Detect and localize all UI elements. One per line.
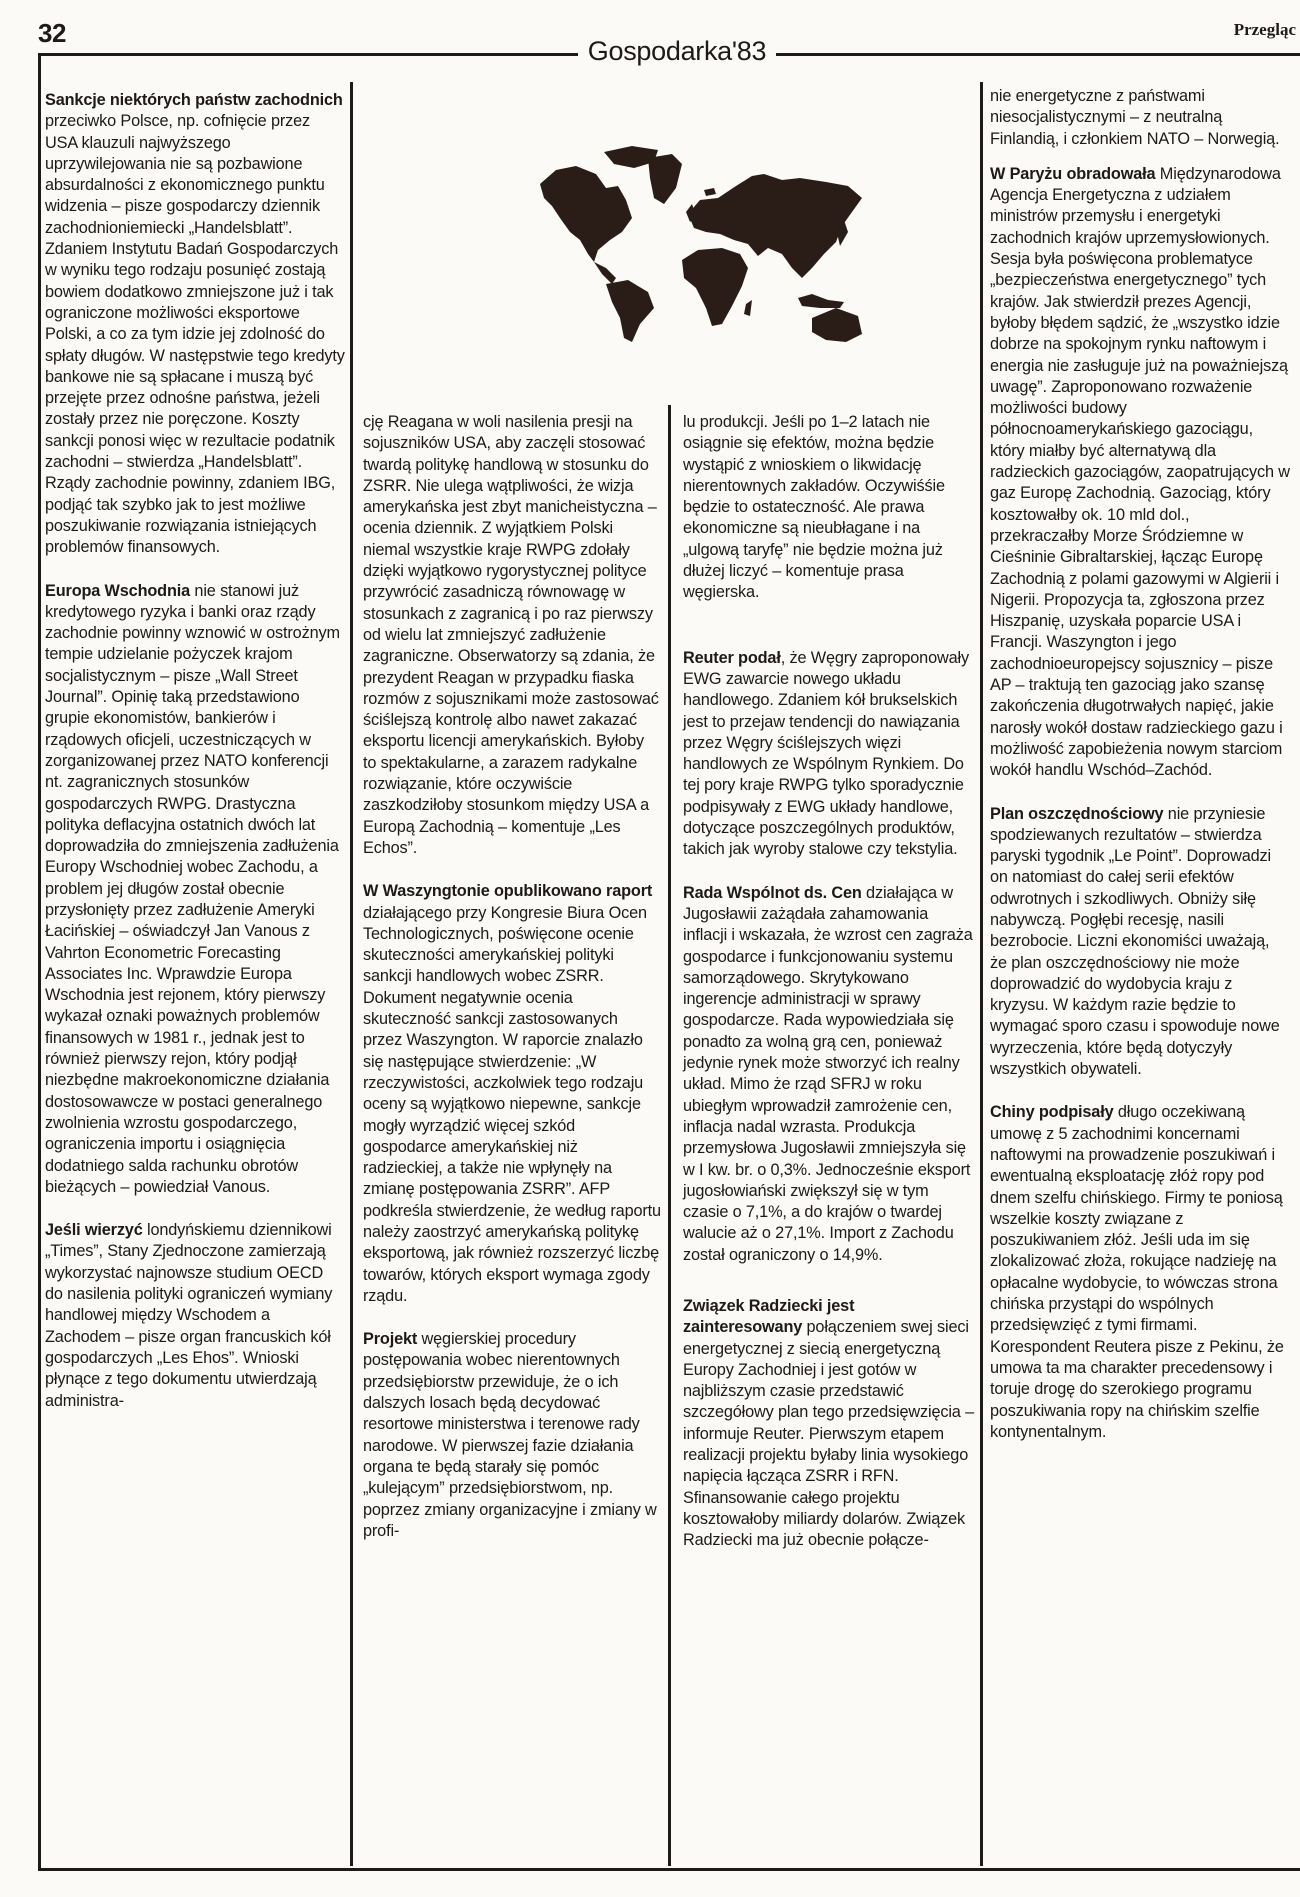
article-column-4: [990, 86, 1290, 1465]
news-lead: W Waszyngtonie opublikowano raport: [363, 882, 653, 901]
news-lead: Jeśli wierzyć: [45, 1221, 143, 1240]
news-item: [990, 1102, 1290, 1443]
greenland: [648, 154, 682, 204]
africa: [682, 248, 748, 326]
column-divider: [668, 405, 671, 1866]
news-lead: Chiny podpisały: [990, 1103, 1114, 1122]
news-text: nie energetyczne z państwami niesocjalistycznymi – z neutralną Finlandią, i członkiem NATO – Norwegią.: [990, 87, 1280, 148]
news-text: działającego przy Kongresie Biura Ocen Technologicznych, poświęcone ocenie skuteczności amerykańskiej polityki sankcji handlowych wobec ZSRR. Dokument negatywnie ocenia skuteczność sankcji zastosowanych przez Waszyngton. W raporcie znalazło się następujące stwierdzenie: „W rzeczywistości, aczkolwiek tego rodzaju oceny są wyjątkowo niepewne, sankcje mogły wyrządzić więcej szkód gospodarce amerykańskiej niż radzieckiej, a także nie wpłynęły na zmianę postępowania ZSRR”. AFP podkreśla stwierdzenie, że według raportu należy zaostrzyć amerykańską politykę eksportową, jak również rozszerzyć liczbę towarów, których eksport wymaga zgody rządu.: [363, 903, 661, 1305]
iceland: [704, 188, 716, 196]
article-column-3: [683, 412, 975, 1574]
header-rule-right: [776, 53, 1300, 56]
news-text: lu produkcji. Jeśli po 1–2 latach nie osiągnie się efektów, można będzie wystąpić z wnioskiem o likwidację nierentownych zakładów. Oczywiśśie będzie to ostateczność. Ale prawa ekonomiczne są nieubłagane i na „ulgową taryfę” nie będzie można już dłużej liczyć – komentuje prasa węgierska.: [683, 413, 945, 602]
central-america: [594, 262, 616, 284]
news-lead: Reuter podał: [683, 648, 781, 667]
news-item: [45, 90, 345, 559]
news-lead: Związek Radziecki jest zainteresowany: [683, 1296, 855, 1337]
madagascar: [744, 300, 752, 316]
news-text: cję Reagana w woli nasilenia presji na sojuszników USA, aby zaczęli stosować twardą politykę handlową w stosunku do ZSRR. Nie ulega wątpliwości, że wizja amerykańska jest zbyt manicheistyczna – ocenia dziennik. Z wyjątkiem Polski niemal wszystkie kraje RWPG zdołały dzięki wyjątkowo rygorystycznej polityce przywrócić zasadniczą równowagę w stosunkach z zagranicą i po raz pierwszy od wielu lat zmniejszyć zadłużenie zagraniczne. Obserwatorzy są zdania, że prezydent Reagan w przypadku fiaska rozmów z sojusznikami może zastosować ściślejszą kontrolę albo nawet zakazać eksportu licencji amerykańskich. Byłoby to spektakularne, a zarazem radykalne rozwiązanie, które oczywiście zaszkodziłoby stosunkom między USA a Europą Zachodnią – komentuje „Les Echos”.: [363, 413, 659, 857]
world-map-icon: [536, 128, 876, 343]
world-map-illustration: [536, 128, 876, 343]
news-text: połączeniem swej sieci energetycznej z siecią energetyczną Europy Zachodniej i jest gotów w najbliższym czasie przedstawić szczegółowy plan tego przedsięwzięcia – informuje Reuter. Pierwszym etapem realizacji projektu byłaby linia wysokiego napięcia łącząca ZSRR i RFN. Sfinansowanie całego projektu kosztowałoby miliardy dolarów. Związek Radziecki ma już obecnie połącze-: [683, 1318, 974, 1550]
news-item: [363, 881, 661, 1307]
news-text: , że Węgry zaproponowały EWG zawarcie nowego układu handlowego. Zdaniem kół brukselskich jest to przejaw tendencji do nawiązania przez Węgry ściślejszych więzi handlowych ze Wspólnym Rynkiem. Do tej pory kraje RWPG tylko sporadycznie podpisywały z EWG układy handlowe, dotyczące poszczególnych produktów, takich jak wyroby stalowe czy tekstylia.: [683, 648, 969, 859]
australia: [812, 308, 862, 342]
news-text: londyńskiemu dziennikowi „Times”, Stany Zjednoczone zamierzają wykorzystać najnowsze studium OECD do nasilenia polityki ograniczeń wymiany handlowej między Wschodem a Zachodem – pisze organ francuskich kół gospodarczych „Les Ehos”. Wnioski płynące z tego dokumentu utwierdzają administra-: [45, 1221, 333, 1410]
news-text: Międzynarodowa Agencja Energetyczna z udziałem ministrów przemysłu i energetyki zachodnich krajów uprzemysłowionych. Sesja była poświęcona problematyce „bezpieczeństwa energetycznego” tych krajów. Jak stwierdził prezes Agencji, byłoby błędem sądzić, że „wszystko idzie dobrze na spokojnym rynku naftowym i energia nie zasługuje już na poważniejszą uwagę”. Zaproponowano rozważenie możliwości budowy północnoamerykańskiego gazociągu, który miałby być alternatywą dla radzieckich gazociągów, zaopatrujących w gaz Europę Zachodnią. Gazociąg, który kosztowałby ok. 10 mld dol., przekraczałby Morze Śródziemne w Cieśninie Gibraltarskiej, łącząc Europę Zachodnią z polami gazowymi w Algierii i Nigerii. Propozycja ta, zgłoszona przez Hiszpanię, uzyskała poparcie USA i Francji. Waszyngton i jego zachodnioeuropejscy sojusznicy – pisze AP – traktują ten gazociąg jako szansę zakończenia długotrwałych napięć, jakie narosły wokół dostaw radzieckiego gazu i możliwość zapobieżenia nowym starciom wokół handlu Wschód–Zachód.: [990, 164, 1290, 780]
article-column-1: [45, 90, 345, 1434]
news-lead: Europa Wschodnia: [45, 581, 191, 600]
news-text: przeciwko Polsce, np. cofnięcie przez USA klauzuli najwyższego uprzywilejowania nie są pozbawione absurdalności z ekonomicznego punktu widzenia – pisze gospodarczy dziennik zachodnioniemiecki „Handelsblatt”. Zdaniem Instytutu Badań Gospodarczych w wyniku tego rodzaju posunięć zostają bowiem dodatkowo zmniejszone już i tak ograniczone możliwości eksportowe Polski, a co za tym idzie jej zdolność do spłaty długów. W następstwie tego kredyty bankowe nie są spłacane i muszą być przejęte przez odnośne państwa, jeżeli zostały przez nie poręczone. Koszty sankcji ponosi więc w rezultacie podatnik zachodni – stwierdza „Handelsblatt”. Rządy zachodnie powinny, zdaniem IBG, podjąć tak szybko jak to jest możliwe poszukiwanie rozwiązania istniejących problemów finansowych.: [45, 112, 345, 557]
news-lead: Projekt: [363, 1330, 418, 1349]
news-item: [363, 1329, 661, 1542]
news-item: [683, 412, 975, 604]
frame-bottom-border: [38, 1868, 1300, 1871]
news-text: węgierskiej procedury postępowania wobec nierentownych przedsiębiorstw przewiduje, że o ich dalszych losach będą decydować resortowe ministerstwa i terenowe rady narodowe. W pierwszej fazie działania organa te będą starały się pomóc „kulejącym” przedsiębiorstwom, np. poprzez zmiany organizacyjne i zmiany w profi-: [363, 1330, 657, 1540]
north-america: [540, 166, 632, 262]
news-item: [683, 648, 975, 861]
news-item: [45, 581, 345, 1199]
indonesia: [798, 294, 844, 308]
news-text: nie przyniesie spodziewanych rezultatów – stwierdza paryski tygodnik „Le Point”. Doprowadzi on natomiast do całej serii efektów odwrotnych i szkodliwych. Obniży siłę nabywczą. Pogłębi recesję, nasili bezrobocie. Liczni ekonomiści uważają, że plan oszczędnościowy nie może doprowadzić do wydobycia kraju z kryzysu. W każdym razie będzie to wymagać sporo czasu i spowoduje nowe wyrzeczenia, które będą dotyczyły wszystkich obywateli.: [990, 804, 1280, 1079]
news-lead: W Paryżu obradowała: [990, 164, 1156, 183]
news-item: [990, 86, 1290, 150]
news-lead: Plan oszczędnościowy: [990, 804, 1164, 823]
news-lead: Rada Wspólnot ds. Cen: [683, 883, 862, 902]
south-america: [606, 280, 654, 342]
news-item: [45, 1220, 345, 1412]
frame-left-border: [38, 53, 41, 1871]
section-title: Gospodarka'83: [587, 36, 767, 66]
column-divider: [980, 82, 983, 1866]
news-text: działająca w Jugosławii zażądała zahamowania inflacji i wskazała, że wzrost cen zagraża gospodarce i funkcjonowaniu systemu samorządowego. Skrytykowano ingerencje administracji w sprawy gospodarcze. Rada wypowiedziała się ponadto za wolną grą cen, ponieważ jedynie rynek może stworzyć ich realny układ. Mimo że rząd SFRJ w roku ubiegłym wprowadził zamrożenie cen, inflacja nadal wzrasta. Produkcja przemysłowa Jugosławii zmniejszyła się w I kw. br. o 0,3%. Jednocześnie eksport jugosłowiański zwiększył się w tym czasie o 7,1%, a do krajów o twardej walucie aż o 27,1%. Import z Zachodu został ograniczony o 14,9%.: [683, 883, 973, 1264]
page-number: 32: [38, 18, 66, 48]
header-rule-left: [38, 53, 578, 56]
news-item: [363, 412, 661, 859]
news-text: nie stanowi już kredytowego ryzyka i banki oraz rządy zachodnie powinny wznowić w ostrożnym tempie udzielanie pożyczek krajom socjalistycznym – pisze „Wall Street Journal”. Opinię taką przedstawiono grupie ekonomistów, bankierów i rządowych oficjeli, uczestniczących w zorganizowanej przez NATO konferencji nt. zagranicznych stosunków gospodarczych RWPG. Drastyczna polityka deflacyjna ostatnich dwóch lat doprowadziła do zmniejszenia zadłużenia Europy Wschodniej wobec Zachodu, a problem jej długów został obecnie przysłonięty przez zadłużenie Ameryki Łacińskiej – oświadczył Jan Vanous z Vahrton Econometric Forecasting Associates Inc. Wprawdzie Europa Wschodnia jest rejonem, który pierwszy wykazał oznaki poważnych problemów finansowych w 1981 r., jednak jest to również pierwszy rejon, który podjął niezbędne makroekonomiczne działania dostosowawcze w postaci generalnego zwolnienia wzrostu gospodarczego, ograniczenia importu i osiągnięcia dodatniego salda rachunku obrotów bieżących – powiedział Vanous.: [45, 581, 340, 1196]
news-item: [990, 164, 1290, 782]
article-column-2: [363, 412, 661, 1564]
magazine-name: Przegląc: [1233, 20, 1296, 39]
news-item: [683, 883, 975, 1266]
news-item: [683, 1296, 975, 1552]
column-divider: [350, 82, 353, 1866]
news-item: [990, 804, 1290, 1081]
news-lead: Sankcje niektórych państw zachodnich: [45, 91, 343, 109]
news-text: długo oczekiwaną umowę z 5 zachodnimi koncernami naftowymi na prowadzenie poszukiwań i ewentualną eksploatację złóż ropy pod dnem szelfu chińskiego. Firmy te poniosą wszelkie koszty związane z poszukiwaniem złóż. Jeśli uda im się zlokalizować złoża, rokujące nadzieję na opłacalne wydobycie, to wówczas strona chińska przystąpi do wspólnych przedsięwzięć z tymi firmami. Korespondent Reutera pisze z Pekinu, że umowa ta ma charakter precedensowy i toruje drogę do szerokiego programu poszukiwania ropy na chińskim szelfie kontynentalnym.: [990, 1103, 1284, 1441]
